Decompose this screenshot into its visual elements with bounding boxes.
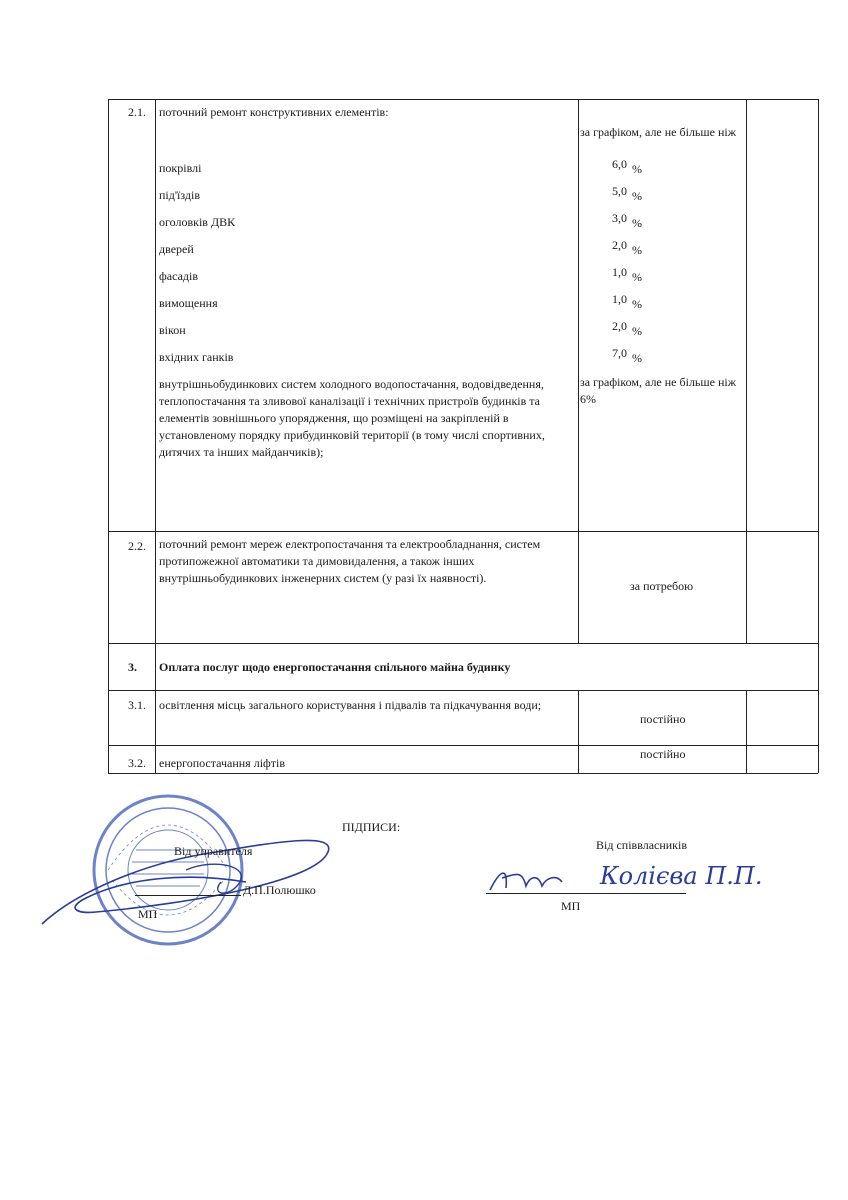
row-number: 2.1. (128, 105, 146, 119)
row-divider-3-2 (108, 745, 818, 746)
item-label: покрівлі (159, 161, 202, 175)
schedule-text: постійно (640, 747, 686, 761)
table-border-top (108, 99, 818, 100)
row-number: 2.2. (128, 539, 146, 553)
item-value: 5,0 (612, 184, 627, 198)
col-divider-schedule (578, 690, 579, 773)
owners-signature-line (486, 893, 686, 894)
row-divider-3 (108, 643, 818, 644)
row-text: енергопостачання ліфтів (159, 756, 286, 770)
schedule-text: за потребою (630, 579, 694, 593)
manager-signature (36, 812, 356, 932)
table-border-right (818, 99, 819, 773)
item-label: вимощення (159, 296, 218, 310)
stamp-mark-right: МП (561, 899, 581, 913)
owner-handwritten-name: Колієва П.П. (600, 862, 763, 890)
section-title: Оплата послуг щодо енергопостачання спільного майна будинку (159, 660, 511, 674)
item-value: 1,0 (612, 292, 627, 306)
col-divider-num (155, 99, 156, 773)
systems-text: внутрішньобудинкових систем холодного водопостачання, водовідведення, теплопостачання та зливової каналізації і технічних пристроїв будинків та елементів зовнішнього упорядження, що розміщені на закріпленій в установленому порядку прибудинковій території (в тому числі спортивних, дитячих та інших майданчиків); (159, 377, 545, 459)
item-label: фасадів (159, 269, 199, 283)
table-border-bottom (108, 773, 818, 774)
item-value: 2,0 (612, 238, 627, 252)
item-unit: % (632, 297, 642, 311)
item-value: 6,0 (612, 157, 627, 171)
manager-label: Від управителя (174, 844, 253, 858)
table-border-left (108, 99, 109, 773)
item-label: оголовків ДВК (159, 215, 236, 229)
item-unit: % (632, 189, 642, 203)
manager-signature-line (135, 895, 241, 896)
row-text: поточний ремонт мереж електропостачання та електрообладнання, систем протипожежної автоматики та димовидалення, а також інших внутрішньобудинкових інженерних систем (у разі їх наявності). (159, 537, 541, 585)
col-divider-schedule (578, 99, 579, 643)
item-unit: % (632, 351, 642, 365)
item-label: вхідних ганків (159, 350, 234, 364)
row-divider-3-1 (108, 690, 818, 691)
row-title: поточний ремонт конструктивних елементів: (159, 105, 389, 119)
row-number: 3.1. (128, 698, 146, 712)
row-divider-2-2 (108, 531, 818, 532)
signatures-title: ПІДПИСИ: (342, 820, 401, 834)
item-unit: % (632, 243, 642, 257)
item-value: 7,0 (612, 346, 627, 360)
section-number: 3. (128, 660, 137, 674)
item-unit: % (632, 270, 642, 284)
owners-label: Від співвласників (596, 838, 688, 852)
item-value: 3,0 (612, 211, 627, 225)
row-number: 3.2. (128, 756, 146, 770)
item-label: вікон (159, 323, 186, 337)
item-label: дверей (159, 242, 194, 256)
item-unit: % (632, 324, 642, 338)
row-text: освітлення місць загального користування і підвалів та підкачування води; (159, 698, 542, 712)
col-divider-note (746, 690, 747, 773)
systems-schedule: за графіком, але не більше ніж 6% (580, 375, 737, 406)
item-value: 2,0 (612, 319, 627, 333)
manager-name: Д.П.Полюшко (243, 883, 316, 897)
stamp-mark-left: МП (138, 907, 158, 921)
col-divider-note (746, 99, 747, 643)
schedule-text: за графіком, але не більше ніж (580, 125, 737, 139)
item-unit: % (632, 162, 642, 176)
owner-initials-signature (486, 860, 566, 900)
item-value: 1,0 (612, 265, 627, 279)
schedule-text: постійно (640, 712, 686, 726)
item-unit: % (632, 216, 642, 230)
item-label: під'їздів (159, 188, 200, 202)
